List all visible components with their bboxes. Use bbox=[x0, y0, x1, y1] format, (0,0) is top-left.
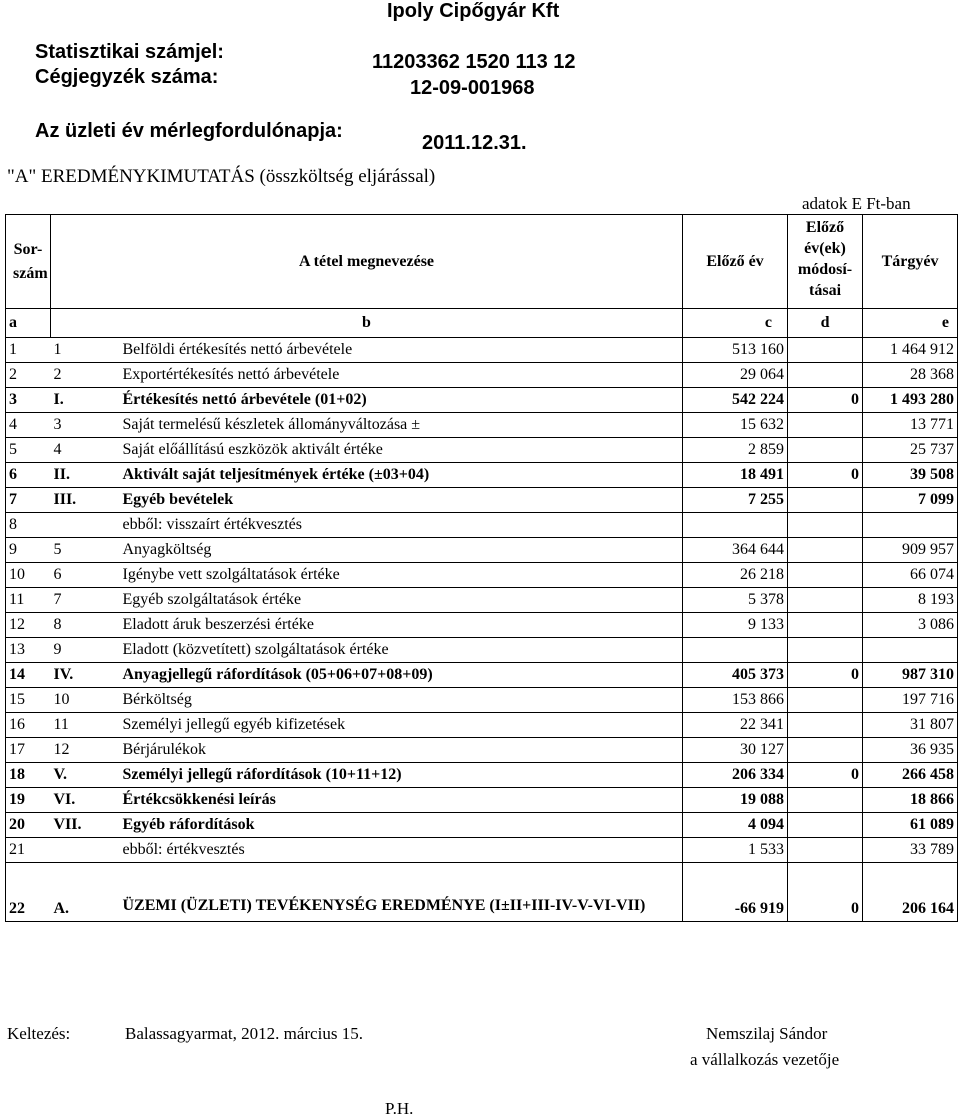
footer-date-label: Keltezés: bbox=[7, 1024, 71, 1043]
footer-signer-role: a vállalkozás vezetője bbox=[690, 1050, 840, 1069]
row-prev-year: 5 378 bbox=[683, 588, 788, 613]
row-curr-year: 18 866 bbox=[863, 788, 958, 813]
row-number: 21 bbox=[6, 838, 51, 863]
row-item-name: Egyéb szolgáltatások értéke bbox=[120, 588, 683, 613]
row-code: 1 bbox=[51, 338, 120, 363]
row-prev-year: 22 341 bbox=[683, 713, 788, 738]
row-curr-year: 13 771 bbox=[863, 413, 958, 438]
row-prev-mod: 0 bbox=[788, 763, 863, 788]
row-curr-year: 987 310 bbox=[863, 663, 958, 688]
table-row bbox=[6, 438, 958, 463]
footer-ph: P.H. bbox=[385, 1099, 414, 1118]
row-prev-year: 2 859 bbox=[683, 438, 788, 463]
footer-signer: Nemszilaj Sándor bbox=[706, 1024, 828, 1043]
row-prev-mod bbox=[788, 488, 863, 513]
row-code: 11 bbox=[51, 713, 120, 738]
row-item-name: Személyi jellegű ráfordítások (10+11+12) bbox=[120, 763, 683, 788]
row-item-name: Belföldi értékesítés nettó árbevétele bbox=[120, 338, 683, 363]
letter-e: e bbox=[863, 309, 958, 338]
row-prev-mod: 0 bbox=[788, 463, 863, 488]
row-number: 19 bbox=[6, 788, 51, 813]
row-prev-year bbox=[683, 513, 788, 538]
row-item-name: Aktivált saját teljesítmények értéke (±03+04) bbox=[120, 463, 683, 488]
company-name: Ipoly Cipőgyár Kft bbox=[387, 0, 560, 22]
income-statement-table bbox=[5, 214, 958, 922]
header-sorszam: Sor-szám bbox=[6, 215, 51, 309]
row-item-name: Bérjárulékok bbox=[120, 738, 683, 763]
row-number: 18 bbox=[6, 763, 51, 788]
row-prev-mod bbox=[788, 363, 863, 388]
row-item-name: Értékesítés nettó árbevétele (01+02) bbox=[120, 388, 683, 413]
row-curr-year: 909 957 bbox=[863, 538, 958, 563]
row-prev-mod bbox=[788, 538, 863, 563]
row-number: 12 bbox=[6, 613, 51, 638]
row-number: 5 bbox=[6, 438, 51, 463]
table-row bbox=[6, 338, 958, 363]
row-item-name: Eladott (közvetített) szolgáltatások értéke bbox=[120, 638, 683, 663]
row-prev-year: 1 533 bbox=[683, 838, 788, 863]
header-prev-mod: Előző év(ek) módosí-tásai bbox=[788, 215, 863, 309]
row-curr-year: 28 368 bbox=[863, 363, 958, 388]
report-title: "A" EREDMÉNYKIMUTATÁS (összköltség eljárással) bbox=[7, 166, 436, 187]
row-item-name: ebből: értékvesztés bbox=[120, 838, 683, 863]
row-prev-year: 18 491 bbox=[683, 463, 788, 488]
row-code: II. bbox=[51, 463, 120, 488]
row-code: 7 bbox=[51, 588, 120, 613]
row-curr-year: 206 164 bbox=[863, 863, 958, 922]
row-number: 20 bbox=[6, 813, 51, 838]
row-code: 10 bbox=[51, 688, 120, 713]
row-code: 4 bbox=[51, 438, 120, 463]
row-code: IV. bbox=[51, 663, 120, 688]
row-prev-mod: 0 bbox=[788, 663, 863, 688]
row-number: 11 bbox=[6, 588, 51, 613]
date-value: 2011.12.31. bbox=[422, 132, 527, 154]
row-item-name: Exportértékesítés nettó árbevétele bbox=[120, 363, 683, 388]
row-item-name: Anyagjellegű ráfordítások (05+06+07+08+09) bbox=[120, 663, 683, 688]
row-curr-year: 61 089 bbox=[863, 813, 958, 838]
row-item-name: Személyi jellegű egyéb kifizetések bbox=[120, 713, 683, 738]
row-number: 6 bbox=[6, 463, 51, 488]
table-row bbox=[6, 463, 958, 488]
row-curr-year: 7 099 bbox=[863, 488, 958, 513]
table-row bbox=[6, 738, 958, 763]
row-prev-year: 30 127 bbox=[683, 738, 788, 763]
row-number: 9 bbox=[6, 538, 51, 563]
row-number: 15 bbox=[6, 688, 51, 713]
row-code: 5 bbox=[51, 538, 120, 563]
row-code: 12 bbox=[51, 738, 120, 763]
row-code: 9 bbox=[51, 638, 120, 663]
row-number: 17 bbox=[6, 738, 51, 763]
row-code: VI. bbox=[51, 788, 120, 813]
row-item-name: Anyagköltség bbox=[120, 538, 683, 563]
table-row bbox=[6, 813, 958, 838]
row-item-name: Értékcsökkenési leírás bbox=[120, 788, 683, 813]
row-prev-year: 7 255 bbox=[683, 488, 788, 513]
row-number: 1 bbox=[6, 338, 51, 363]
table-row bbox=[6, 488, 958, 513]
table-row bbox=[6, 788, 958, 813]
row-number: 3 bbox=[6, 388, 51, 413]
row-code bbox=[51, 513, 120, 538]
row-code: 2 bbox=[51, 363, 120, 388]
row-number: 22 bbox=[6, 863, 51, 922]
row-curr-year: 197 716 bbox=[863, 688, 958, 713]
row-prev-mod bbox=[788, 788, 863, 813]
row-curr-year: 31 807 bbox=[863, 713, 958, 738]
header-prev-year: Előző év bbox=[683, 215, 788, 309]
row-curr-year: 3 086 bbox=[863, 613, 958, 638]
row-prev-mod bbox=[788, 338, 863, 363]
reg-label: Cégjegyzék száma: bbox=[35, 66, 219, 88]
row-prev-mod bbox=[788, 513, 863, 538]
table-row bbox=[6, 763, 958, 788]
row-item-name: ebből: visszaírt értékvesztés bbox=[120, 513, 683, 538]
table-row bbox=[6, 538, 958, 563]
row-number: 4 bbox=[6, 413, 51, 438]
row-curr-year: 36 935 bbox=[863, 738, 958, 763]
row-prev-mod bbox=[788, 588, 863, 613]
date-label: Az üzleti év mérlegfordulónapja: bbox=[35, 120, 343, 142]
row-prev-mod bbox=[788, 838, 863, 863]
table-row bbox=[6, 713, 958, 738]
column-letters-row bbox=[6, 309, 958, 338]
row-prev-mod bbox=[788, 638, 863, 663]
units-note: adatok E Ft-ban bbox=[802, 194, 911, 213]
table-row bbox=[6, 638, 958, 663]
row-prev-year: 4 094 bbox=[683, 813, 788, 838]
row-code: V. bbox=[51, 763, 120, 788]
row-prev-year: 206 334 bbox=[683, 763, 788, 788]
row-prev-mod bbox=[788, 563, 863, 588]
row-item-name: Saját termelésű készletek állományváltozása ± bbox=[120, 413, 683, 438]
row-item-name: Eladott áruk beszerzési értéke bbox=[120, 613, 683, 638]
row-number: 16 bbox=[6, 713, 51, 738]
row-prev-mod bbox=[788, 613, 863, 638]
table-row bbox=[6, 588, 958, 613]
row-code: III. bbox=[51, 488, 120, 513]
row-code: I. bbox=[51, 388, 120, 413]
row-curr-year: 1 464 912 bbox=[863, 338, 958, 363]
row-item-name: Egyéb bevételek bbox=[120, 488, 683, 513]
row-prev-mod bbox=[788, 688, 863, 713]
table-row bbox=[6, 563, 958, 588]
row-number: 2 bbox=[6, 363, 51, 388]
row-curr-year: 266 458 bbox=[863, 763, 958, 788]
table-row bbox=[6, 413, 958, 438]
stat-label: Statisztikai számjel: bbox=[35, 41, 224, 63]
row-item-name: Egyéb ráfordítások bbox=[120, 813, 683, 838]
row-item-name: Igénybe vett szolgáltatások értéke bbox=[120, 563, 683, 588]
table-row bbox=[6, 613, 958, 638]
row-curr-year bbox=[863, 638, 958, 663]
row-prev-mod: 0 bbox=[788, 863, 863, 922]
letter-c: c bbox=[683, 309, 788, 338]
table-header-row bbox=[6, 215, 958, 309]
table-row bbox=[6, 663, 958, 688]
row-number: 13 bbox=[6, 638, 51, 663]
row-number: 10 bbox=[6, 563, 51, 588]
row-prev-year: 513 160 bbox=[683, 338, 788, 363]
row-prev-year: 15 632 bbox=[683, 413, 788, 438]
table-row bbox=[6, 513, 958, 538]
row-number: 8 bbox=[6, 513, 51, 538]
row-curr-year: 1 493 280 bbox=[863, 388, 958, 413]
row-prev-year: 542 224 bbox=[683, 388, 788, 413]
row-curr-year: 66 074 bbox=[863, 563, 958, 588]
footer-place-date: Balassagyarmat, 2012. március 15. bbox=[125, 1024, 363, 1043]
row-code: A. bbox=[51, 863, 120, 922]
row-code: 8 bbox=[51, 613, 120, 638]
stat-value: 11203362 1520 113 12 bbox=[372, 51, 576, 73]
table-row bbox=[6, 363, 958, 388]
header-item-name: A tétel megnevezése bbox=[51, 215, 683, 309]
row-number: 7 bbox=[6, 488, 51, 513]
row-prev-mod bbox=[788, 738, 863, 763]
row-curr-year: 33 789 bbox=[863, 838, 958, 863]
row-item-name: ÜZEMI (ÜZLETI) TEVÉKENYSÉG EREDMÉNYE (I±II+III-IV-V-VI-VII) bbox=[120, 863, 683, 922]
table-row bbox=[6, 388, 958, 413]
row-code: 3 bbox=[51, 413, 120, 438]
row-prev-mod bbox=[788, 713, 863, 738]
row-prev-year: 19 088 bbox=[683, 788, 788, 813]
row-prev-year: 153 866 bbox=[683, 688, 788, 713]
row-curr-year bbox=[863, 513, 958, 538]
row-prev-year: 405 373 bbox=[683, 663, 788, 688]
row-number: 14 bbox=[6, 663, 51, 688]
row-curr-year: 39 508 bbox=[863, 463, 958, 488]
row-prev-mod bbox=[788, 413, 863, 438]
row-prev-year: -66 919 bbox=[683, 863, 788, 922]
row-curr-year: 25 737 bbox=[863, 438, 958, 463]
row-prev-year: 26 218 bbox=[683, 563, 788, 588]
letter-d: d bbox=[788, 309, 863, 338]
letter-b: b bbox=[51, 309, 683, 338]
header-curr-year: Tárgyév bbox=[863, 215, 958, 309]
row-code bbox=[51, 838, 120, 863]
reg-value: 12-09-001968 bbox=[410, 77, 535, 99]
row-prev-year: 364 644 bbox=[683, 538, 788, 563]
row-prev-year bbox=[683, 638, 788, 663]
row-prev-mod bbox=[788, 438, 863, 463]
table-row bbox=[6, 863, 958, 922]
letter-a: a bbox=[6, 309, 51, 338]
row-prev-year: 9 133 bbox=[683, 613, 788, 638]
row-prev-year: 29 064 bbox=[683, 363, 788, 388]
row-code: VII. bbox=[51, 813, 120, 838]
row-code: 6 bbox=[51, 563, 120, 588]
table-row bbox=[6, 838, 958, 863]
row-item-name: Bérköltség bbox=[120, 688, 683, 713]
row-item-name: Saját előállítású eszközök aktivált értéke bbox=[120, 438, 683, 463]
row-prev-mod bbox=[788, 813, 863, 838]
table-row bbox=[6, 688, 958, 713]
row-prev-mod: 0 bbox=[788, 388, 863, 413]
row-curr-year: 8 193 bbox=[863, 588, 958, 613]
